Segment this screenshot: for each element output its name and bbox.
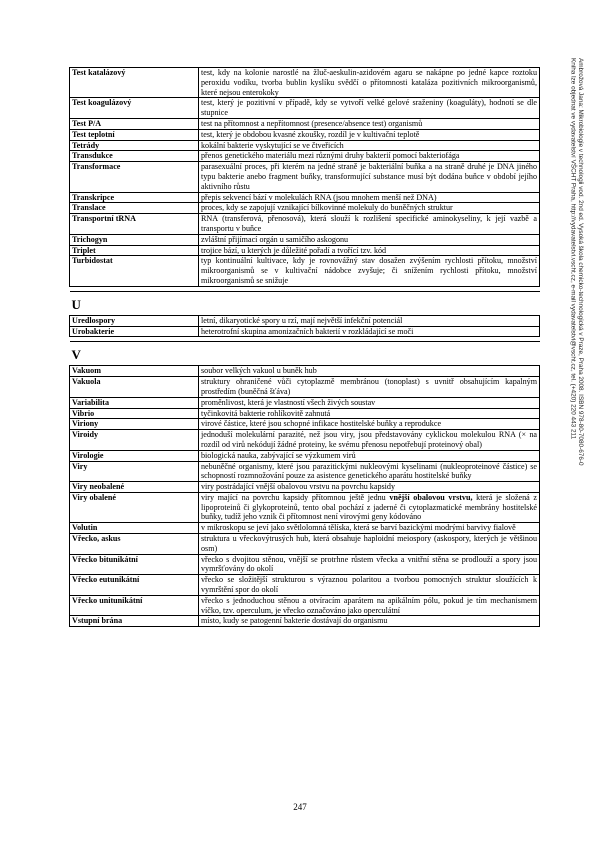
- glossary-term: Test koagulázový: [70, 98, 199, 119]
- glossary-definition: trojice bází, u kterých je důležité pořadí a tvořící tzv. kód: [199, 245, 540, 256]
- glossary-definition: typ kontinuální kultivace, kdy je rovnovážný stav dosažen zvýšením rychlosti přítoku, množství mikroorganismů se v kultivační nádobce zvyšuje; či snížením rychlosti přítoku, množství mikroorganismů se snižuje: [199, 256, 540, 286]
- glossary-definition: proměnlivost, která je vlastností všech živých soustav: [199, 397, 540, 408]
- glossary-row: [70, 397, 540, 408]
- definition-text: viry mající na povrchu kapsidy přítomnou ještě jednu: [201, 492, 390, 502]
- glossary-definition: struktury ohraničené vůči cytoplazmě membránou (tonoplast) s uvnitř obsahujícím kapalným prostředím (buněčná šťáva): [199, 377, 540, 398]
- glossary-definition: nebuněčné organismy, které jsou parazitickými nukleovými kyselinami (nukleoproteinové částice) se schopností rozmnožování pouze za asistence genetického aparátu hostitelské buňky: [199, 461, 540, 482]
- section-letter-row: [70, 291, 540, 315]
- glossary-term: Uredlospory: [70, 315, 199, 326]
- definition-text: která je složená z lipoproteinů či glykoproteinů, tento obal pochází z jaderné či cytoplazmatické membrány hostitelské buňky, tudíž jeho vznik či přítomnost není virovými geny kódováno: [201, 492, 537, 522]
- glossary-term: Vakuola: [70, 377, 199, 398]
- glossary-term: Vřecko bitunikátní: [70, 554, 199, 575]
- glossary-definition: heterotrofní skupina amonizačních bakterií v rozkládající se moči: [199, 326, 540, 337]
- glossary-row: [70, 326, 540, 337]
- glossary-definition: soubor velkých vakuol u buněk hub: [199, 366, 540, 377]
- section-letter: U: [70, 291, 540, 315]
- glossary-table: [69, 67, 540, 627]
- glossary-row: [70, 140, 540, 151]
- glossary-definition: test, který je pozitivní v případě, kdy se vytvoří velké gelové sraženiny (koaguláty), hodnotí se dle stupnice: [199, 98, 540, 119]
- glossary-body: [70, 68, 540, 627]
- glossary-row: [70, 214, 540, 235]
- glossary-row: [70, 245, 540, 256]
- glossary-definition: letní, dikaryotické spory u rzí, mají největší infekční potenciál: [199, 315, 540, 326]
- glossary-row: [70, 234, 540, 245]
- glossary-term: Vstupní brána: [70, 616, 199, 627]
- glossary-term: Vřecko, askus: [70, 534, 199, 555]
- glossary-definition: virové částice, které jsou schopné infikace hostitelské buňky a reprodukce: [199, 419, 540, 430]
- glossary-row: [70, 419, 540, 430]
- glossary-term: Vakuom: [70, 366, 199, 377]
- glossary-definition: test, který je obdobou kvasné zkoušky, rozdíl je v kultivační teplotě: [199, 129, 540, 140]
- glossary-term: Tetrády: [70, 140, 199, 151]
- glossary-definition: [199, 492, 540, 522]
- glossary-definition: tyčinkovitá bakterie rohlíkovitě zahnutá: [199, 408, 540, 419]
- glossary-definition: vřecko se složitější strukturou s výraznou polaritou a tvorbou pomocných struktur sloužících k vymrštění spor do okolí: [199, 575, 540, 596]
- glossary-definition: viry postrádající vnější obalovou vrstvu na povrchu kapsidy: [199, 482, 540, 493]
- emphasized-text: vnější obalovou vrstvu,: [389, 492, 473, 502]
- glossary-term: Turbidostat: [70, 256, 199, 286]
- glossary-row: [70, 129, 540, 140]
- glossary-row: [70, 523, 540, 534]
- glossary-row: [70, 162, 540, 192]
- glossary-row: [70, 366, 540, 377]
- glossary-definition: biologická nauka, zabývající se výzkumem virů: [199, 450, 540, 461]
- glossary-term: Vřecko eutunikátní: [70, 575, 199, 596]
- section-letter-row: [70, 342, 540, 366]
- glossary-term: Vřecko unitunikátní: [70, 595, 199, 616]
- glossary-definition: parasexuální proces, při kterém na jedné straně je bakteriální buňka a na straně druhé je DNA jiného typu bakterie anebo fragment buňky, transformující substance musí být dodána buňce v období jejího aktivního růstu: [199, 162, 540, 192]
- glossary-definition: test na přítomnost a nepřítomnost (presence/absence test) organismů: [199, 118, 540, 129]
- glossary-row: [70, 534, 540, 555]
- glossary-definition: zvláštní přijímací orgán u samičího askogonu: [199, 234, 540, 245]
- glossary-term: Test teplotní: [70, 129, 199, 140]
- glossary-row: [70, 203, 540, 214]
- glossary-row: [70, 68, 540, 98]
- glossary-row: [70, 151, 540, 162]
- section-letter: V: [70, 342, 540, 366]
- glossary-row: [70, 554, 540, 575]
- glossary-definition: přepis sekvencí bází v molekulách RNA (jsou mnohem menší než DNA): [199, 192, 540, 203]
- glossary-term: Transportní tRNA: [70, 214, 199, 235]
- glossary-definition: proces, kdy se zapojují vznikající bílkovinné molekuly do buněčných struktur: [199, 203, 540, 214]
- glossary-term: Virologie: [70, 450, 199, 461]
- glossary-term: Trichogyn: [70, 234, 199, 245]
- glossary-row: [70, 450, 540, 461]
- citation-line: Ambrožová Jana: Mikrobiologie v technologii vod. 2nd ed. Vysoká škola chemicko-technologická v Praze, Praha 2008. ISBN 978-80-7080-676-0: [577, 58, 585, 466]
- glossary-definition: jednoduší molekulární parazité, než jsou viry, jsou představovány cyklickou molekulou RNA (× na rozdíl od virů nekódují žádné proteiny, ke svému přenosu nepotřebují proteinový obal): [199, 430, 540, 451]
- glossary-term: Volutin: [70, 523, 199, 534]
- glossary-term: Viry neobalené: [70, 482, 199, 493]
- glossary-definition: v mikroskopu se jeví jako světlolomná tělíska, která se barví bazickými modrými barvivy fialově: [199, 523, 540, 534]
- glossary-term: Triplet: [70, 245, 199, 256]
- page-number: 247: [293, 802, 307, 812]
- glossary-term: Variabilita: [70, 397, 199, 408]
- glossary-term: Transdukce: [70, 151, 199, 162]
- glossary-row: [70, 377, 540, 398]
- glossary-row: [70, 430, 540, 451]
- glossary-definition: test, kdy na kolonie narostlé na žluč-aeskulin-azidovém agaru se nakápne po jedné kapce roztoku peroxidu vodíku, tvorba bublin kyslíku svědčí o přítomnosti kataláza pozitivních mikroorganismů, které nejsou enterokoky: [199, 68, 540, 98]
- glossary-term: Vibrio: [70, 408, 199, 419]
- glossary-row: [70, 192, 540, 203]
- glossary-term: Translace: [70, 203, 199, 214]
- glossary-term: Test P/A: [70, 118, 199, 129]
- glossary-definition: vřecko s dvojitou stěnou, vnější se protrhne růstem vřecka a vnitřní stěna se prodlouží a spory jsou vymršťovány do okolí: [199, 554, 540, 575]
- glossary-term: Urobakterie: [70, 326, 199, 337]
- glossary-term: Viroidy: [70, 430, 199, 451]
- glossary-row: [70, 595, 540, 616]
- glossary-row: [70, 616, 540, 627]
- glossary-definition: struktura u vřeckovýtrusých hub, která obsahuje haploidní meiospory (askospory, kterých je většinou osm): [199, 534, 540, 555]
- glossary-term: Transkripce: [70, 192, 199, 203]
- glossary-definition: kokální bakterie vyskytující se ve čtveřicích: [199, 140, 540, 151]
- glossary-row: [70, 492, 540, 522]
- glossary-term: Viry obalené: [70, 492, 199, 522]
- glossary-row: [70, 315, 540, 326]
- glossary-term: Viry: [70, 461, 199, 482]
- glossary-definition: přenos genetického materiálu mezi různými druhy bakterií pomocí bakteriofága: [199, 151, 540, 162]
- glossary-definition: RNA (transferová, přenosová), která slouží k rozlišení specifické aminokyseliny, k její vazbě a transportu v buňce: [199, 214, 540, 235]
- glossary-row: [70, 575, 540, 596]
- glossary-term: Test katalázový: [70, 68, 199, 98]
- glossary-row: [70, 461, 540, 482]
- glossary-row: [70, 408, 540, 419]
- glossary-row: [70, 482, 540, 493]
- glossary-row: [70, 118, 540, 129]
- glossary-term: Viriony: [70, 419, 199, 430]
- glossary-row: [70, 256, 540, 286]
- glossary-term: Transformace: [70, 162, 199, 192]
- publication-sidenote: [569, 58, 584, 578]
- order-info-line: Kniha lze objednat ve vydavatelství VŠCHT Praha, http://vydavatelstvi.vscht.cz, e-mail vydavatelstvi@vscht.cz, tel. (+420) 220 443 211: [569, 58, 577, 440]
- glossary-definition: vřecko s jednoduchou stěnou a otvíracím aparátem na apikálním pólu, pokud je tím mechanismem víčko, tzv. operculum, je vřecko označováno jako operculátní: [199, 595, 540, 616]
- glossary-definition: místo, kudy se patogenní bakterie dostávají do organismu: [199, 616, 540, 627]
- glossary-row: [70, 98, 540, 119]
